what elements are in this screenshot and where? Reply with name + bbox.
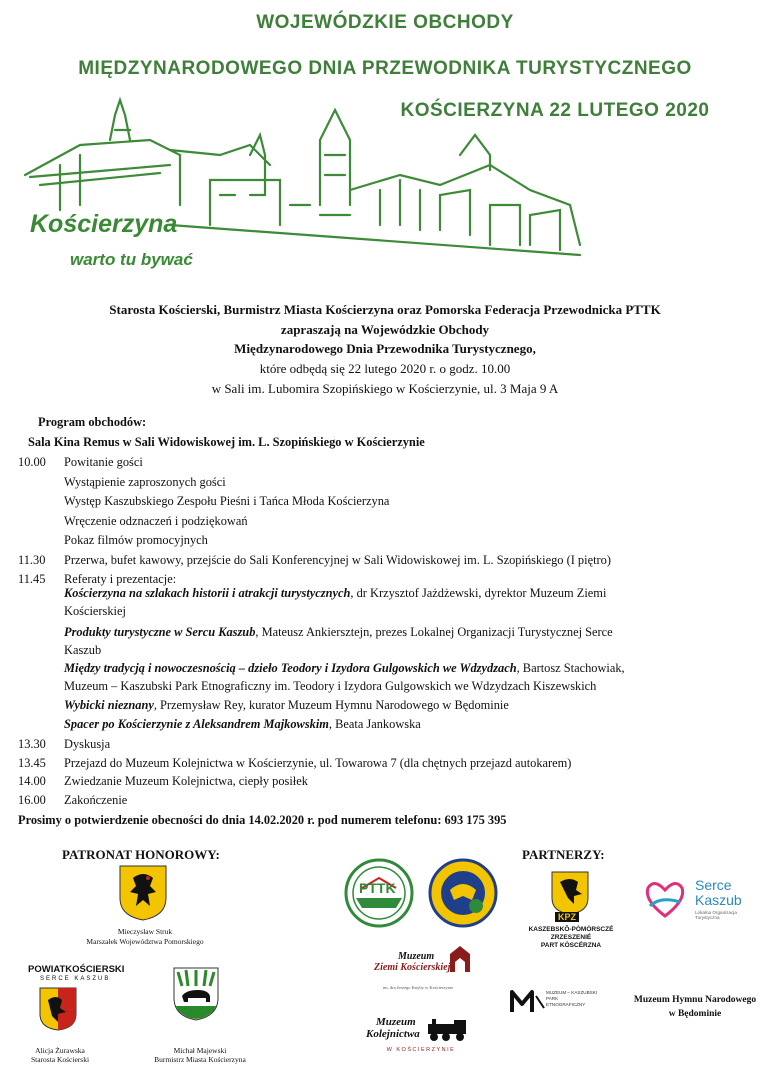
talk-speaker-cont: Kaszub: [64, 642, 102, 657]
mzk-logo-text-3: im. dra Jerzego Knyby w Kościerzynie: [382, 985, 454, 990]
intro-line-3: Międzynarodowego Dnia Przewodnika Turystycznego,: [234, 341, 536, 356]
mzk-building-icon: [448, 944, 472, 974]
talk-speaker-cont: Kościerskiej: [64, 603, 126, 618]
rsvp-line: Prosimy o potwierdzenie obecności do dnia 14.02.2020 r. pod numerem telefonu: 693 175 395: [18, 813, 507, 827]
powiat-logo-sub: SERCE KASZUB: [40, 976, 111, 982]
patron-1-role: Marszałek Województwa Pomorskiego: [86, 937, 204, 946]
kpz-line-2: ZRZESZENIÉ: [550, 934, 592, 941]
talk-speaker-cont: Muzeum – Kaszubski Park Etnograficzny im. Teodory i Izydora Gulgowskich we Wdzydzach Kiszewskich: [64, 678, 597, 693]
talk-title: Między tradycją i nowoczesnością – dzieło Teodory i Izydora Gulgowskich we Wdzydzach: [64, 661, 517, 675]
mpe-text-2: PARK: [546, 996, 559, 1001]
program-item: Powitanie gości: [64, 455, 143, 469]
talk-speaker: , Przemysław Rey, kurator Muzeum Hymnu Narodowego w Będominie: [153, 698, 509, 712]
program-item: Przerwa, bufet kawowy, przejście do Sali Konferencyjnej w Sali Widowiskowej im. L. Szopińskiego (I piętro): [64, 552, 611, 567]
serce-kaszub-text-1: Serce: [695, 877, 732, 893]
town-logo-slogan: warto tu bywać: [70, 250, 193, 269]
mpe-text-1: MUZEUM – KASZUBSKI: [546, 990, 598, 995]
program-item: Dyskusja: [64, 737, 111, 751]
talk-item: [64, 660, 744, 695]
program-item: Występ Kaszubskiego Zespołu Pieśni i Tańca Młoda Kościerzyna: [64, 494, 390, 508]
talk-speaker: , dr Krzysztof Jażdżewski, dyrektor Muzeum Ziemi: [350, 586, 607, 600]
federation-logo-icon: [428, 858, 498, 928]
mk-logo-text-2: Kolejnictwa: [366, 1028, 420, 1040]
talk-title: Produkty turystyczne w Sercu Kaszub: [64, 625, 256, 639]
pttk-logo-text: PTTK: [359, 880, 396, 896]
serce-kaszub-heart-icon: [640, 876, 690, 920]
talk-speaker: , Bartosz Stachowiak,: [516, 661, 625, 675]
program-item: Pokaz filmów promocyjnych: [64, 533, 208, 547]
town-logo-name: Kościerzyna: [30, 210, 178, 238]
patron-3-name: Michał Majewski: [173, 1046, 227, 1055]
mhn-text-1: Muzeum Hymnu Narodowego: [633, 995, 757, 1005]
header-line-1: WOJEWÓDZKIE OBCHODY: [256, 12, 514, 33]
program-time: 10.00: [18, 455, 46, 469]
header-line-3: KOŚCIERZYNA 22 LUTEGO 2020: [400, 100, 710, 121]
intro-line-5: w Sali im. Lubomira Szopińskiego w Kościerzynie, ul. 3 Maja 9 A: [211, 381, 559, 396]
pomorskie-crest-icon: [118, 864, 168, 922]
program-time: 14.00: [18, 774, 46, 789]
locomotive-icon: [424, 1018, 470, 1042]
talk-item: [64, 585, 744, 620]
program-item: Zakończenie: [64, 793, 128, 808]
intro-line-2: zapraszają na Wojewódzkie Obchody: [280, 322, 490, 337]
serce-kaszub-text-2: Kaszub: [695, 892, 742, 908]
mzk-logo-text-2: Ziemi Kościerskiej: [374, 962, 451, 973]
patron-1-name: Mieczysław Struk: [117, 927, 173, 936]
koscierzyna-crest-icon: [172, 966, 220, 1022]
mk-logo-text-3: W KOŚCIERZYNIE: [386, 1047, 456, 1053]
mhn-text-2: w Będominie: [668, 1009, 722, 1019]
kpz-line-3: PART KÒSCÉRZNA: [540, 942, 602, 949]
program-item: Wręczenie odznaczeń i podziękowań: [64, 513, 248, 528]
town-skyline-illustration: [20, 95, 590, 265]
program-item: Wystąpienie zaproszonych gości: [64, 474, 226, 489]
intro-line-1: Starosta Kościerski, Burmistrz Miasta Kościerzyna oraz Pomorska Federacja Przewodnicka PTTK: [109, 302, 661, 317]
serce-kaszub-text-3: Lokalna Organizacja Turystyczna: [695, 910, 737, 920]
patron-2-role: Starosta Kościerski: [30, 1055, 90, 1064]
program-time: 13.30: [18, 737, 46, 751]
program-time: 11.30: [18, 552, 46, 567]
program-time: 11.45: [18, 572, 46, 586]
program-item: Zwiedzanie Muzeum Kolejnictwa, ciepły posiłek: [64, 774, 308, 789]
powiat-crest-icon: [38, 986, 78, 1032]
patron-2-name: Alicja Żurawska: [35, 1046, 85, 1055]
talk-title: Wybicki nieznany: [64, 698, 154, 712]
talk-item: [64, 624, 744, 659]
kpz-badge: KPZ: [555, 912, 579, 922]
kpz-line-1: KASZEBSKÔ-PÒMÒRSCZÉ: [528, 926, 614, 933]
talk-title: Kościerzyna na szlakach historii i atrakcji turystycznych: [64, 586, 351, 600]
patronat-title: PATRONAT HONOROWY:: [62, 847, 220, 862]
federation-logo-text: [440, 928, 490, 929]
partnerzy-title: PARTNERZY:: [522, 847, 605, 862]
talk-speaker: , Beata Jankowska: [328, 717, 421, 731]
talk-speaker: , Mateusz Ankiersztejn, prezes Lokalnej Organizacji Turystycznej Serce: [255, 625, 613, 639]
powiat-logo-text: POWIATKOŚCIERSKI: [28, 964, 125, 975]
program-title: Program obchodów:: [38, 415, 147, 429]
mzk-logo-text-1: Muzeum: [398, 951, 435, 962]
mk-logo-text-1: Muzeum: [376, 1016, 416, 1028]
talk-item: [64, 716, 744, 734]
program-item: Przejazd do Muzeum Kolejnictwa w Kościerzynie, ul. Towarowa 7 (dla chętnych przejazd autokarem): [64, 755, 572, 770]
intro-line-4: które odbędą się 22 lutego 2020 r. o godz. 10.00: [259, 361, 511, 376]
mpe-text-3: ETNOGRAFICZNY: [546, 1002, 586, 1007]
program-item: Referaty i prezentacje:: [64, 572, 177, 586]
program-time: 13.45: [18, 755, 46, 770]
header-line-2: MIĘDZYNARODOWEGO DNIA PRZEWODNIKA TURYSTYCZNEGO: [78, 58, 692, 79]
talk-item: [64, 697, 744, 715]
kpz-crest-icon: [550, 870, 590, 916]
talk-title: Spacer po Kościerzynie z Aleksandrem Majkowskim: [64, 717, 329, 731]
program-venue: Sala Kina Remus w Sali Widowiskowej im. L. Szopińskiego w Kościerzynie: [28, 435, 425, 449]
patron-3-role: Burmistrz Miasta Kościerzyna: [154, 1055, 246, 1064]
program-time: 16.00: [18, 793, 46, 808]
mpe-logo-icon: [510, 988, 550, 1014]
